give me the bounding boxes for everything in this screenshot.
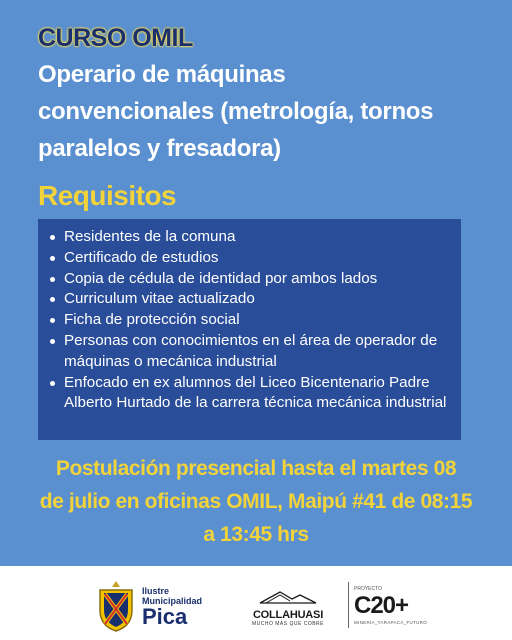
requirement-item: Curriculum vitae actualizado <box>48 289 461 310</box>
application-line-3: a 13:45 hrs <box>203 523 309 546</box>
requirement-item: Certificado de estudios <box>48 248 461 269</box>
c20-divider <box>348 582 349 628</box>
application-info <box>20 452 492 551</box>
course-title-line-2: convencionales (metrología, tornos <box>38 98 434 125</box>
course-label: CURSO OMIL <box>38 24 193 52</box>
pica-label-municipalidad: Municipalidad <box>142 596 203 606</box>
requirement-item: Personas con conocimientos en el área de operador de máquinas o mecánica industrial <box>48 331 461 373</box>
course-title-line-1: Operario de máquinas <box>38 61 286 88</box>
requirement-item: Enfocado en ex alumnos del Liceo Bicentenario Padre Alberto Hurtado de la carrera técnica mecánica industrial <box>48 373 461 415</box>
application-line-1: Postulación presencial hasta el martes 08 <box>55 457 457 480</box>
collahuasi-name: COLLAHUASI <box>252 609 324 621</box>
requirements-box <box>38 219 461 440</box>
footer-logos <box>0 566 512 640</box>
requirement-item: Copia de cédula de identidad por ambos lados <box>48 269 461 290</box>
c20-bottom-label: MINERÍA_TARAPACÁ_FUTURO <box>354 620 427 625</box>
course-title <box>38 56 478 167</box>
pica-label-ilustre: Ilustre <box>142 586 170 596</box>
pica-crest-icon <box>96 580 136 632</box>
collahuasi-mountain-icon <box>246 590 330 604</box>
pica-logo-text <box>142 586 202 628</box>
c20-top-label: PROYECTO <box>354 586 382 592</box>
collahuasi-logo <box>246 590 330 627</box>
course-title-line-3: paralelos y fresadora) <box>38 135 281 162</box>
requirement-item: Residentes de la comuna <box>48 227 461 248</box>
collahuasi-tagline: MUCHO MÁS QUE COBRE <box>251 621 324 627</box>
c20-name: C20+ <box>354 592 409 619</box>
requirements-list <box>38 219 461 414</box>
pica-label-name: Pica <box>142 604 188 629</box>
application-line-2: de julio en oficinas OMIL, Maipú #41 de 08:15 <box>39 490 473 513</box>
requirement-item: Ficha de protección social <box>48 310 461 331</box>
requirements-heading: Requisitos <box>38 180 177 211</box>
